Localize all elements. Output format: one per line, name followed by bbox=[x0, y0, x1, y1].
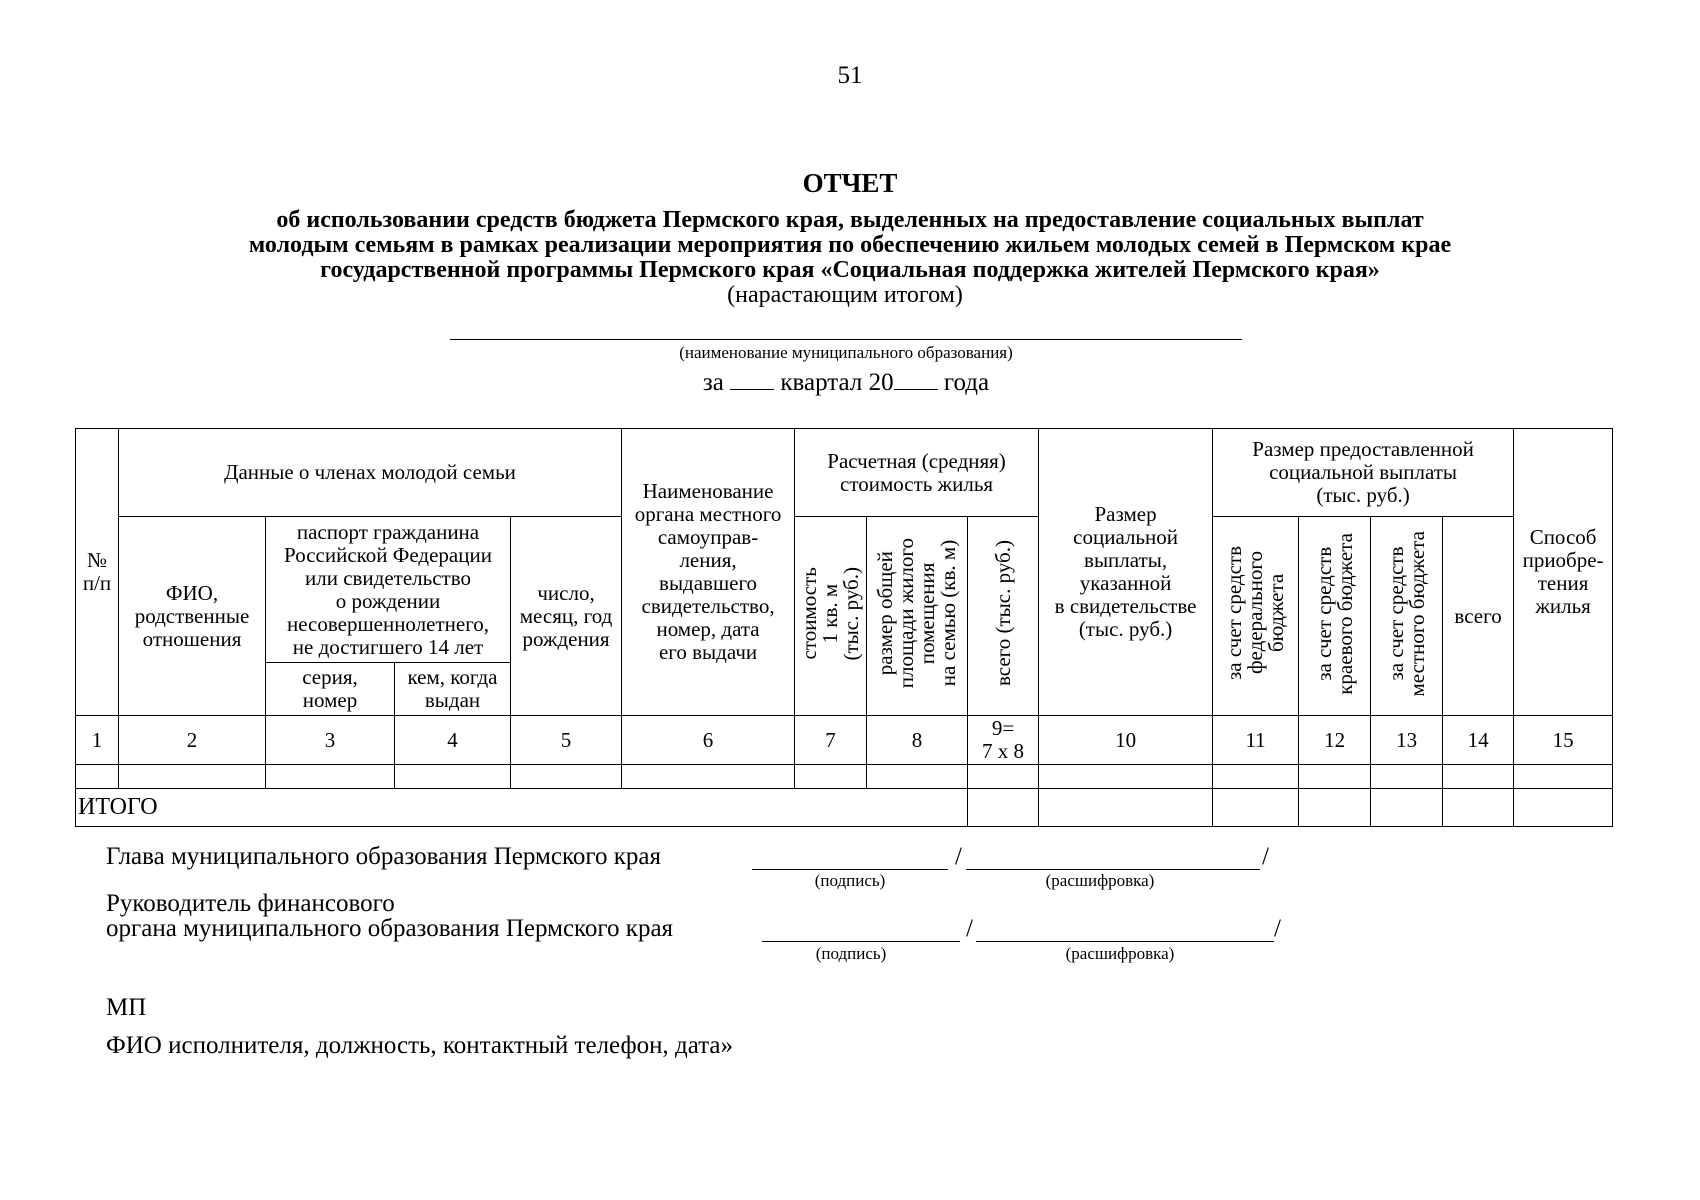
report-subtitle bbox=[100, 208, 1600, 283]
header-all: всего bbox=[1443, 517, 1514, 716]
column-number: 2 bbox=[119, 716, 266, 765]
column-number: 4 bbox=[395, 716, 511, 765]
total-cell[interactable] bbox=[1299, 789, 1371, 827]
signature-caption: (подпись) bbox=[815, 944, 887, 963]
finance-label-line2: органа муниципального образования Пермского края bbox=[106, 915, 674, 942]
finance-label-line1: Руководитель финансового bbox=[106, 890, 395, 917]
header-estimated-cost: Расчетная (средняя) стоимость жилья bbox=[795, 429, 1039, 517]
empty-cell[interactable] bbox=[1039, 765, 1213, 789]
head-signature-field[interactable] bbox=[752, 869, 948, 870]
subtitle-line: государственной программы Пермского края «Социальная поддержка жителей Пермского края» bbox=[320, 257, 1380, 283]
subtitle-line: молодым семьям в рамках реализации мероприятия по обеспечению жильем молодых семей в Пермском крае bbox=[248, 232, 1452, 258]
empty-cell[interactable] bbox=[1299, 765, 1371, 789]
header-cost-sqm: стоимость 1 кв. м (тыс. руб.) bbox=[797, 566, 864, 661]
empty-cell[interactable] bbox=[1213, 765, 1299, 789]
column-numbers-row bbox=[76, 716, 1613, 765]
header-issued: кем, когда выдан bbox=[395, 663, 511, 716]
period-suffix: года bbox=[943, 369, 990, 396]
header-regional: за счет средств краевого бюджета bbox=[1311, 532, 1357, 695]
total-cell[interactable] bbox=[1514, 789, 1613, 827]
header-federal: за счет средств федерального бюджета bbox=[1222, 546, 1289, 681]
header-total-cost: всего (тыс. руб.) bbox=[990, 540, 1015, 687]
year-field[interactable] bbox=[894, 367, 938, 390]
column-number: 15 bbox=[1514, 716, 1613, 765]
transcript-caption: (расшифровка) bbox=[1045, 871, 1155, 890]
header-fio: ФИО, родственные отношения bbox=[119, 517, 266, 716]
empty-cell[interactable] bbox=[1514, 765, 1613, 789]
column-number: 13 bbox=[1371, 716, 1443, 765]
header-series: серия, номер bbox=[266, 663, 395, 716]
header-birth: число, месяц, год рождения bbox=[511, 517, 622, 716]
report-title: ОТЧЕТ bbox=[802, 168, 898, 198]
signature-caption: (подпись) bbox=[814, 871, 886, 890]
header-method: Способ приобре- тения жилья bbox=[1514, 429, 1613, 716]
empty-cell[interactable] bbox=[511, 765, 622, 789]
page-number: 51 bbox=[837, 62, 863, 89]
report-period bbox=[0, 367, 1692, 397]
municipality-caption: (наименование муниципального образования) bbox=[679, 343, 1013, 362]
header-provided-payment: Размер предоставленной социальной выплаты (тыс. руб.) bbox=[1213, 429, 1514, 517]
period-middle: квартал 20 bbox=[780, 369, 894, 396]
municipality-name-field[interactable] bbox=[450, 339, 1242, 340]
empty-cell[interactable] bbox=[76, 765, 119, 789]
empty-cell[interactable] bbox=[395, 765, 511, 789]
total-cell[interactable] bbox=[1213, 789, 1299, 827]
empty-cell[interactable] bbox=[968, 765, 1039, 789]
header-authority: Наименование органа местного самоуправ- ления, выдавшего свидетельство, номер, дата его выдачи bbox=[622, 429, 795, 716]
total-cell[interactable] bbox=[1443, 789, 1514, 827]
transcript-caption: (расшифровка) bbox=[1065, 944, 1175, 963]
header-family-data: Данные о членах молодой семьи bbox=[119, 429, 622, 517]
data-row bbox=[76, 765, 1613, 789]
column-number: 1 bbox=[76, 716, 119, 765]
column-number: 10 bbox=[1039, 716, 1213, 765]
subtitle-line: об использовании средств бюджета Пермского края, выделенных на предоставление социальных выплат bbox=[276, 207, 1424, 233]
header-passport: паспорт гражданина Российской Федерации или свидетельство о рождении несовершеннолетнего, не достигшего 14 лет bbox=[266, 517, 511, 663]
column-number: 12 bbox=[1299, 716, 1371, 765]
slash: / bbox=[966, 915, 973, 942]
header-area: размер общей площади жилого помещения на семью (кв. м) bbox=[873, 538, 961, 689]
empty-cell[interactable] bbox=[867, 765, 968, 789]
slash: / bbox=[1274, 915, 1281, 942]
total-cell[interactable] bbox=[968, 789, 1039, 827]
finance-transcript-field[interactable] bbox=[976, 941, 1274, 942]
column-number: 6 bbox=[622, 716, 795, 765]
report-table bbox=[75, 428, 1613, 827]
head-transcript-field[interactable] bbox=[966, 869, 1260, 870]
empty-cell[interactable] bbox=[266, 765, 395, 789]
header-num: № п/п bbox=[76, 429, 119, 716]
total-row bbox=[76, 789, 1613, 827]
empty-cell[interactable] bbox=[119, 765, 266, 789]
total-label: ИТОГО bbox=[76, 789, 968, 827]
total-cell[interactable] bbox=[1039, 789, 1213, 827]
quarter-field[interactable] bbox=[730, 367, 774, 390]
cumulative-note: (нарастающим итогом) bbox=[727, 282, 963, 308]
empty-cell[interactable] bbox=[795, 765, 867, 789]
header-payment-size: Размер социальной выплаты, указанной в свидетельстве (тыс. руб.) bbox=[1039, 429, 1213, 716]
empty-cell[interactable] bbox=[622, 765, 795, 789]
stamp-label: МП bbox=[106, 994, 147, 1021]
slash: / bbox=[1262, 843, 1269, 870]
executor-label: ФИО исполнителя, должность, контактный телефон, дата» bbox=[106, 1032, 734, 1059]
finance-signature-field[interactable] bbox=[762, 941, 960, 942]
column-number: 11 bbox=[1213, 716, 1299, 765]
total-cell[interactable] bbox=[1371, 789, 1443, 827]
period-prefix: за bbox=[702, 369, 724, 396]
column-number: 3 bbox=[266, 716, 395, 765]
empty-cell[interactable] bbox=[1371, 765, 1443, 789]
header-local: за счет средств местного бюджета bbox=[1383, 530, 1429, 697]
column-number: 9= 7 х 8 bbox=[968, 716, 1039, 765]
column-number: 14 bbox=[1443, 716, 1514, 765]
column-number: 7 bbox=[795, 716, 867, 765]
slash: / bbox=[955, 843, 962, 870]
head-signature-label: Глава муниципального образования Пермского края bbox=[106, 843, 661, 870]
column-number: 8 bbox=[867, 716, 968, 765]
empty-cell[interactable] bbox=[1443, 765, 1514, 789]
column-number: 5 bbox=[511, 716, 622, 765]
